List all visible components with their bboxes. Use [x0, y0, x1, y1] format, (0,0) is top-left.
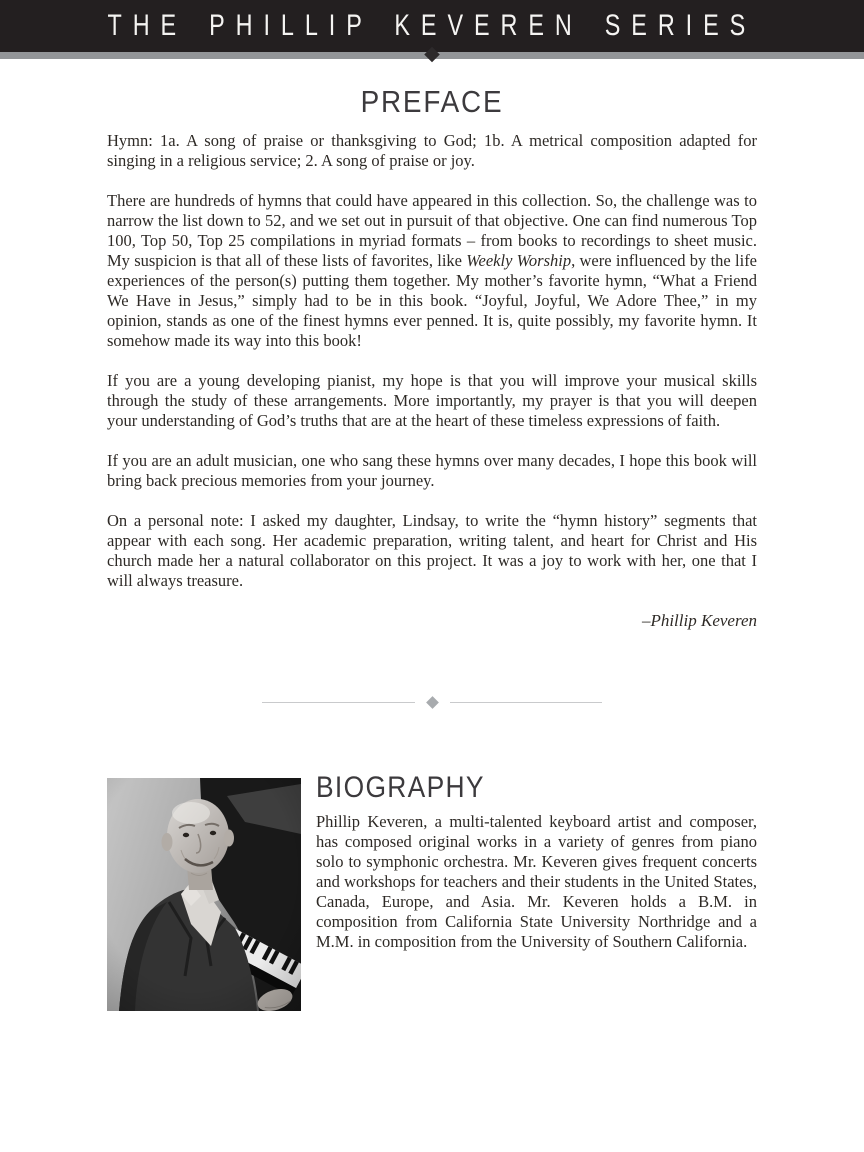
series-title: THE PHILLIP KEVEREN SERIES	[107, 9, 757, 42]
author-photo-illustration	[107, 778, 301, 1011]
preface-heading: PREFACE	[360, 84, 504, 119]
paragraph-collection	[107, 191, 757, 351]
series-banner	[0, 0, 864, 52]
divider-diamond-icon	[426, 696, 439, 709]
section-divider	[262, 697, 602, 708]
paragraph-adult-musician: If you are an adult musician, one who sang these hymns over many decades, I hope this book will bring back precious memories from your journey.	[107, 451, 757, 490]
biography-text: Phillip Keveren, a multi-talented keyboard artist and composer, has composed original works in a variety of genres from piano solo to symphonic orchestra. Mr. Keveren gives frequent concerts and workshops for teachers and their students in the United States, Canada, Europe, and Asia. Mr. Keveren holds a B.M. in composition from California State University Northridge and a M.M. in composition from the University of Southern California.	[316, 812, 757, 951]
text-run: , were influenced by the life experiences of the person(s) putting them together. My mother’s favorite hymn, “What a Friend We Have in Jesus,” simply had to be in this book. “Joyful, Joyful, We Adore Thee,” in my opinion, stands as one of the finest hymns ever penned. It is, quite possibly, my favorite hymn. It somehow made its way into this book!	[107, 251, 758, 350]
paragraph-personal-note: On a personal note: I asked my daughter, Lindsay, to write the “hymn history” segments that appear with each song. Her academic preparation, writing talent, and heart for Christ and His church made her a natural collaborator on this project. It was a joy to work with her, one that I will always treasure.	[107, 511, 757, 590]
divider-line-left	[262, 702, 415, 703]
preface-text-block	[107, 131, 757, 651]
divider-line-right	[450, 702, 603, 703]
paragraph-hymn-definition: Hymn: 1a. A song of praise or thanksgiving to God; 1b. A metrical composition adapted for singing in a religious service; 2. A song of praise or joy.	[107, 131, 757, 170]
paragraph-young-pianist: If you are a young developing pianist, my hope is that you will improve your musical skills through the study of these arrangements. More importantly, my prayer is that you will deepen your understanding of God’s truths that are at the heart of these timeless expressions of faith.	[107, 371, 757, 430]
author-signature: –Phillip Keveren	[641, 611, 757, 630]
text-run-italic: Weekly Worship	[466, 251, 572, 270]
author-photo	[107, 778, 301, 1011]
biography-heading: BIOGRAPHY	[316, 771, 485, 804]
text-run: There are hundreds of hymns that could have appeared in this collection. So, the challenge was to narrow the list down to 52, and we set out in pursuit of that objective. One can find numerous Top 100, Top 50, Top 25 compilations in myriad formats – from books to recordings to sheet music. My suspicion is that all of these lists of favorites, like	[107, 191, 757, 270]
